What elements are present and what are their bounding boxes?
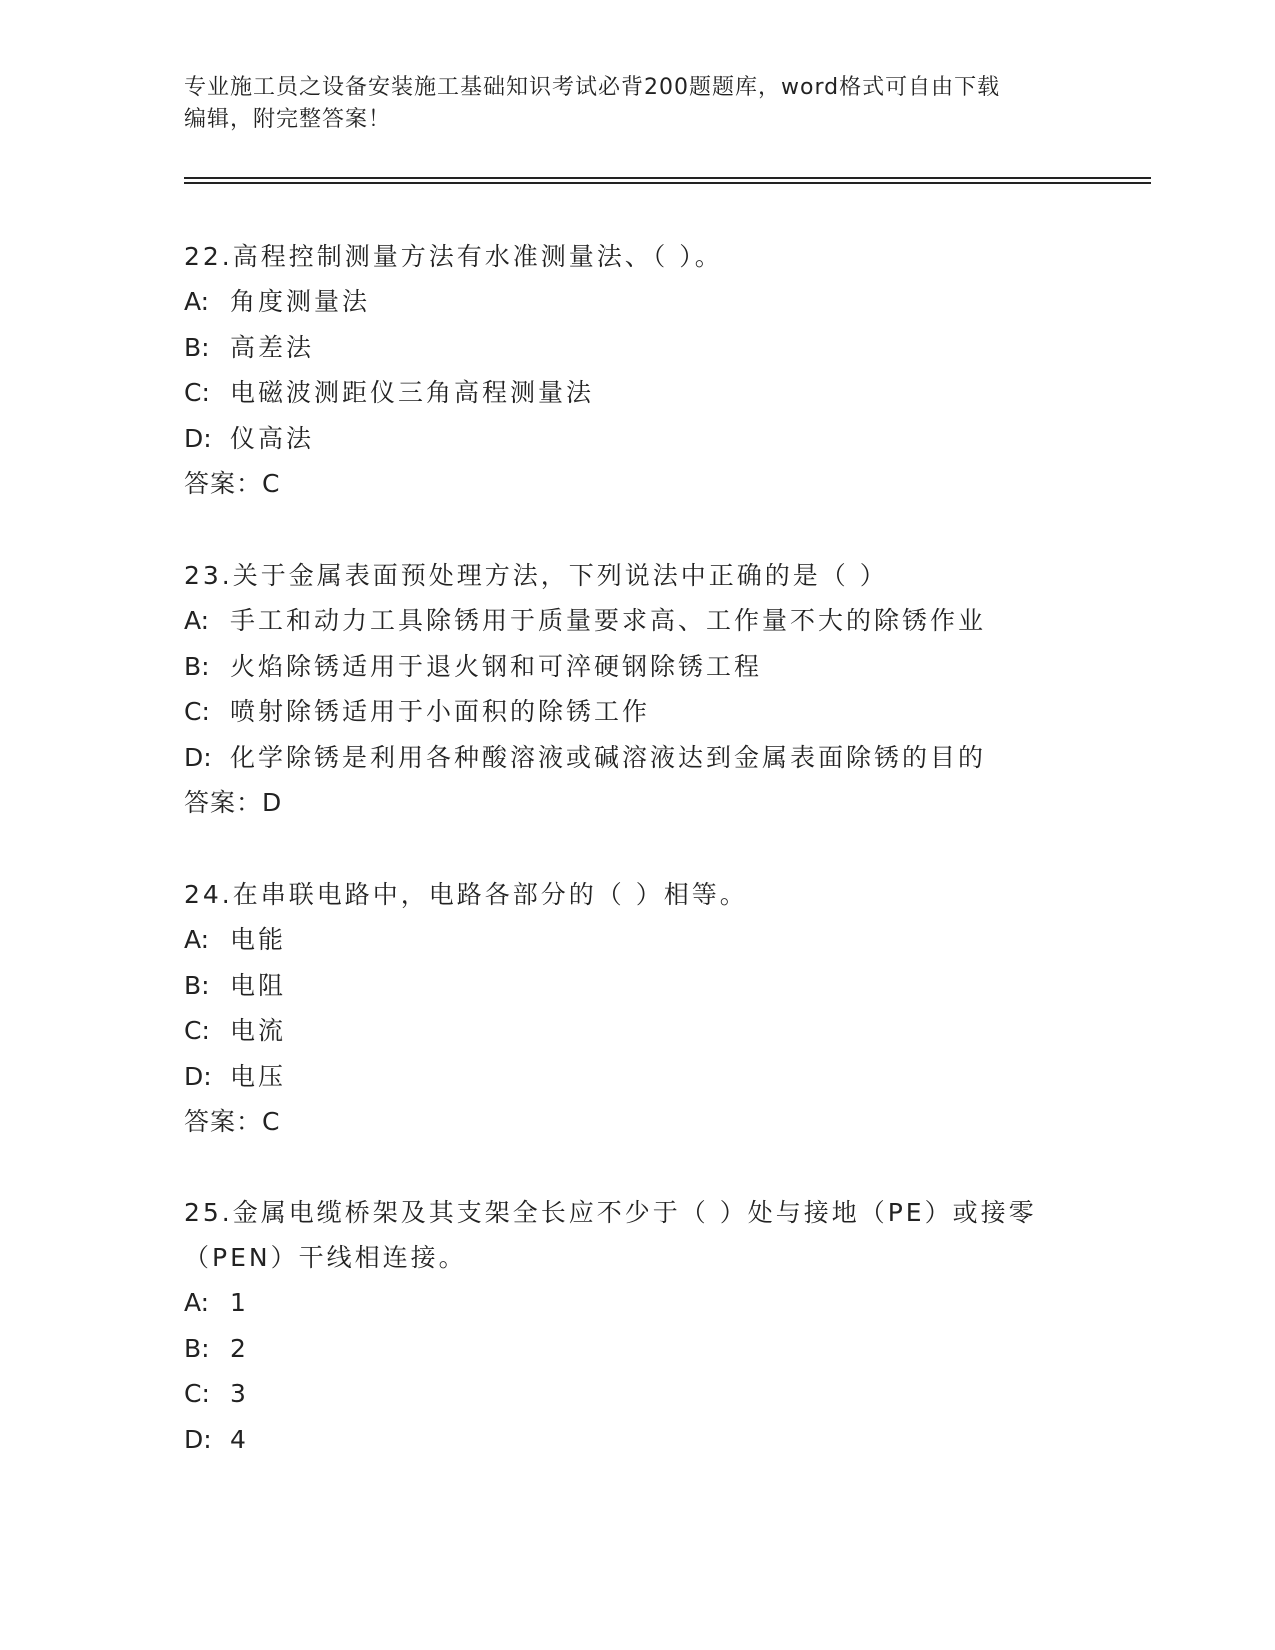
option-key: B: [184,1333,210,1363]
header-divider-top [184,177,1151,179]
question-stem: 25.金属电缆桥架及其支架全长应不少于（ ）处与接地（PE）或接零 [184,1198,1037,1227]
option-text: 电能 [230,925,287,954]
option-key: C: [184,1016,210,1045]
option-text: 2 [230,1333,249,1363]
document-title-line-2: 编辑，附完整答案！ [184,107,392,132]
option-key: B: [184,332,210,362]
option-c [184,1008,1084,1054]
question-24 [184,872,1084,1144]
option-key: A: [184,1288,210,1317]
question-23 [184,553,1084,825]
answer-line: 答案：D [184,788,283,817]
header-divider-bottom [184,182,1151,184]
option-text: 1 [230,1288,249,1317]
question-25 [184,1190,1084,1462]
question-22 [184,234,1084,506]
option-key: B: [184,970,210,1000]
option-b [184,1326,1084,1372]
option-text: 高差法 [230,332,315,362]
option-key: D: [184,1061,212,1091]
option-b [184,644,1084,690]
option-key: D: [184,742,212,772]
option-key: C: [184,378,210,407]
option-text: 电流 [230,1016,287,1045]
option-key: A: [184,925,210,954]
question-stem-continued: （PEN）干线相连接。 [184,1243,467,1272]
option-text: 仪高法 [230,423,315,453]
option-key: D: [184,1424,212,1454]
option-key: B: [184,651,210,681]
option-text: 化学除锈是利用各种酸溶液或碱溶液达到金属表面除锈的目的 [230,742,987,772]
option-key: D: [184,423,212,453]
option-key: A: [184,287,210,316]
option-d [184,416,1084,462]
option-text: 火焰除锈适用于退火钢和可淬硬钢除锈工程 [230,651,763,681]
option-d [184,735,1084,781]
option-key: A: [184,606,210,635]
option-b [184,325,1084,371]
option-text: 电磁波测距仪三角高程测量法 [230,378,595,407]
question-stem: 23.关于金属表面预处理方法，下列说法中正确的是（ ） [184,561,888,590]
question-stem: 22.高程控制测量方法有水准测量法、（ ）。 [184,242,723,271]
question-stem: 24.在串联电路中，电路各部分的（ ）相等。 [184,880,748,909]
option-text: 角度测量法 [230,287,371,316]
option-c [184,1371,1084,1417]
option-text: 电压 [230,1061,287,1091]
option-a [184,917,1084,963]
option-a [184,1280,1084,1326]
option-c [184,370,1084,416]
document-title-line-1: 专业施工员之设备安装施工基础知识考试必背200题题库，word格式可自由下载 [184,75,1001,100]
option-text: 手工和动力工具除锈用于质量要求高、工作量不大的除锈作业 [230,606,987,635]
option-d [184,1417,1084,1463]
option-a [184,279,1084,325]
answer-line: 答案：C [184,1107,281,1136]
option-c [184,689,1084,735]
option-text: 3 [230,1379,249,1408]
option-key: C: [184,697,210,726]
option-text: 4 [230,1424,249,1454]
option-a [184,598,1084,644]
option-key: C: [184,1379,210,1408]
option-d [184,1054,1084,1100]
option-text: 喷射除锈适用于小面积的除锈工作 [230,697,651,726]
option-text: 电阻 [230,970,287,1000]
document-header [184,72,1084,136]
option-b [184,963,1084,1009]
answer-line: 答案：C [184,469,281,498]
